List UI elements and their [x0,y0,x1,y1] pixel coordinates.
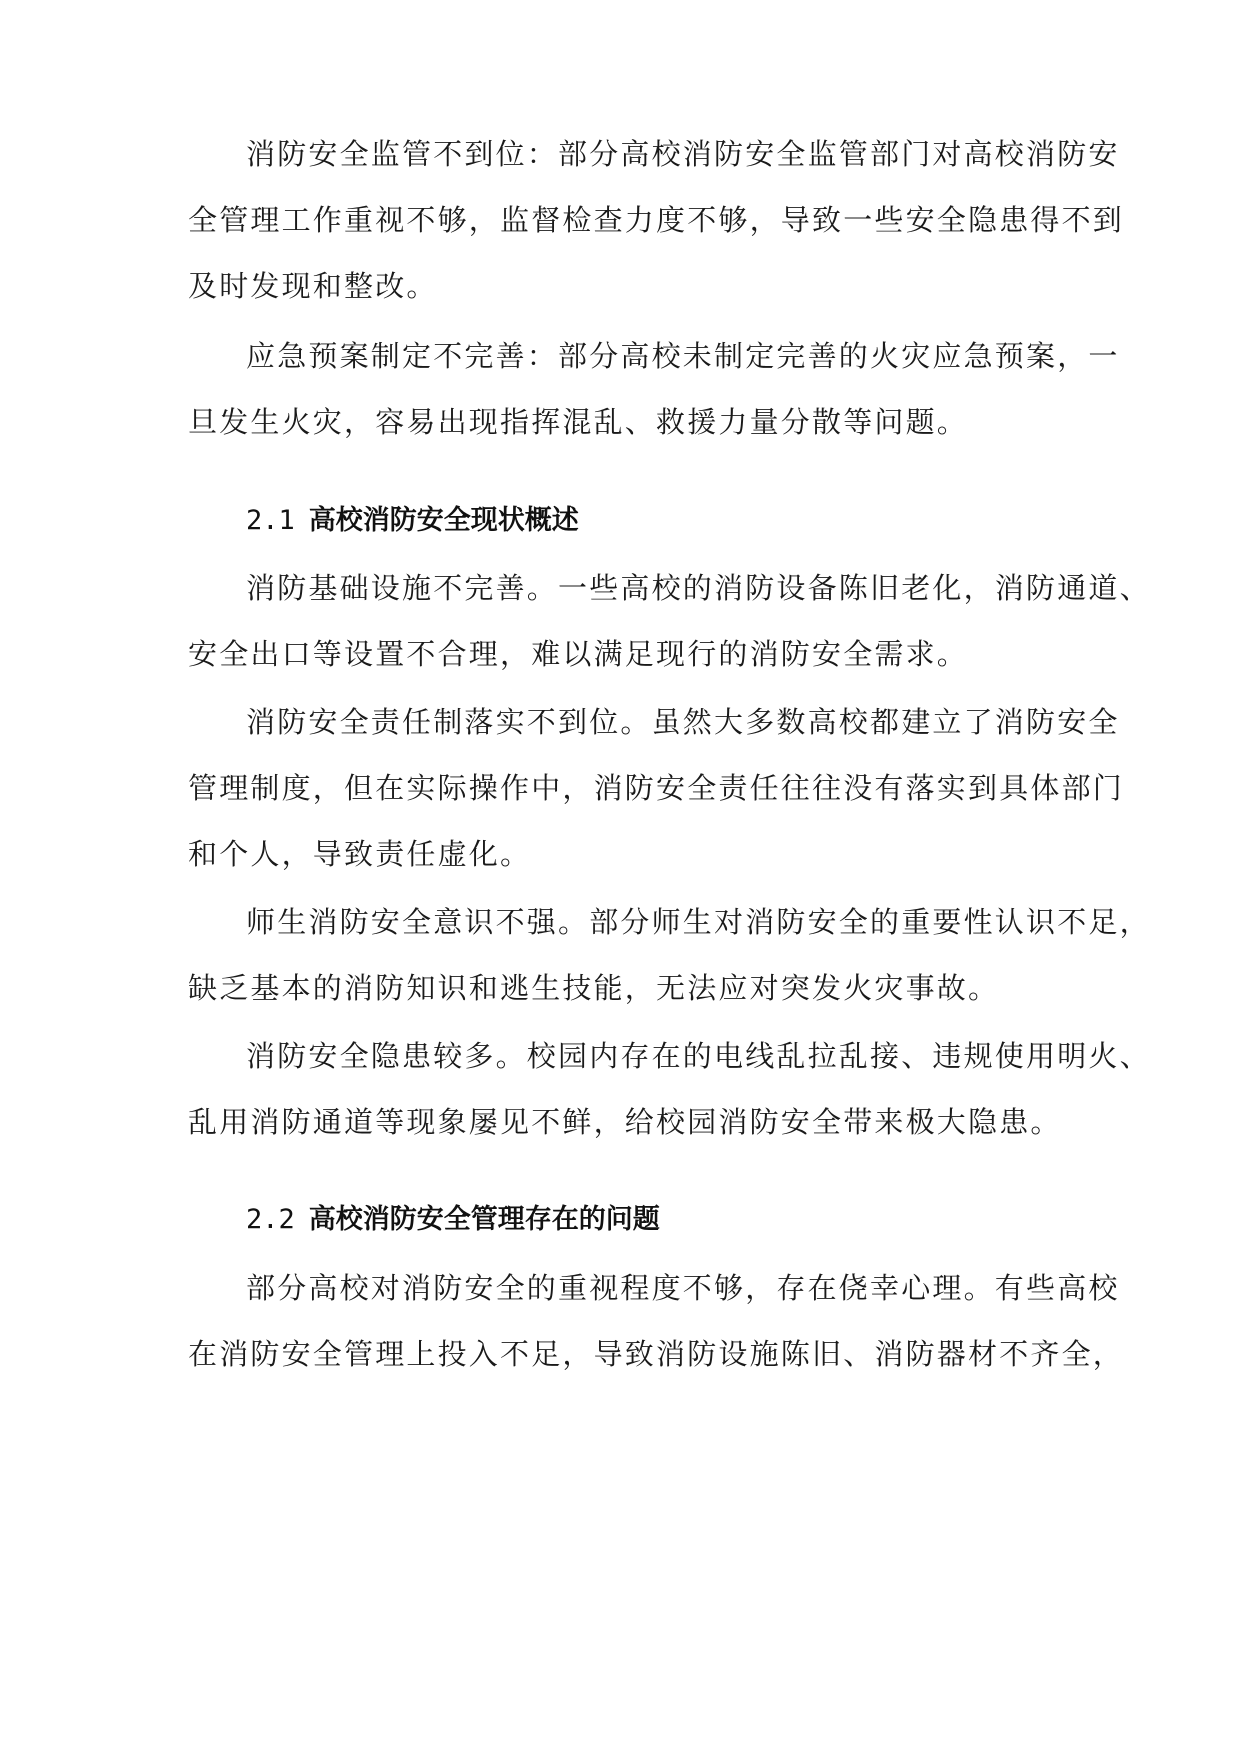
paragraph-line: 旦发生火灾，容易出现指挥混乱、救援力量分散等问题。 [188,405,969,439]
section-title: 高校消防安全现状概述 [308,505,579,536]
paragraph-line: 应急预案制定不完善：部分高校未制定完善的火灾应急预案，一 [246,339,1120,373]
paragraph-line: 消防基础设施不完善。一些高校的消防设备陈旧老化，消防通道、 [246,571,1151,605]
section-title: 高校消防安全管理存在的问题 [308,1204,660,1235]
paragraph-line: 消防安全责任制落实不到位。虽然大多数高校都建立了消防安全 [246,705,1120,739]
paragraph-line: 在消防安全管理上投入不足，导致消防设施陈旧、消防器材不齐全， [188,1337,1125,1371]
section-heading [246,501,579,541]
paragraph-line: 乱用消防通道等现象屡见不鲜，给校园消防安全带来极大隐患。 [188,1105,1062,1139]
paragraph-line: 部分高校对消防安全的重视程度不够，存在侥幸心理。有些高校 [246,1271,1120,1305]
section-number: 2.2 [246,1204,295,1235]
paragraph-line: 缺乏基本的消防知识和逃生技能，无法应对突发火灾事故。 [188,971,1000,1005]
paragraph-line: 和个人，导致责任虚化。 [188,837,532,871]
section-heading [246,1200,660,1240]
paragraph-line: 师生消防安全意识不强。部分师生对消防安全的重要性认识不足， [246,905,1151,939]
paragraph-line: 安全出口等设置不合理，难以满足现行的消防安全需求。 [188,637,969,671]
paragraph-line: 及时发现和整改。 [188,269,438,303]
paragraph-line: 消防安全隐患较多。校园内存在的电线乱拉乱接、违规使用明火、 [246,1039,1151,1073]
section-number: 2.1 [246,505,295,536]
paragraph-line: 消防安全监管不到位：部分高校消防安全监管部门对高校消防安 [246,137,1120,171]
paragraph-line: 全管理工作重视不够，监督检查力度不够，导致一些安全隐患得不到 [188,203,1125,237]
paragraph-line: 管理制度，但在实际操作中，消防安全责任往往没有落实到具体部门 [188,771,1125,805]
